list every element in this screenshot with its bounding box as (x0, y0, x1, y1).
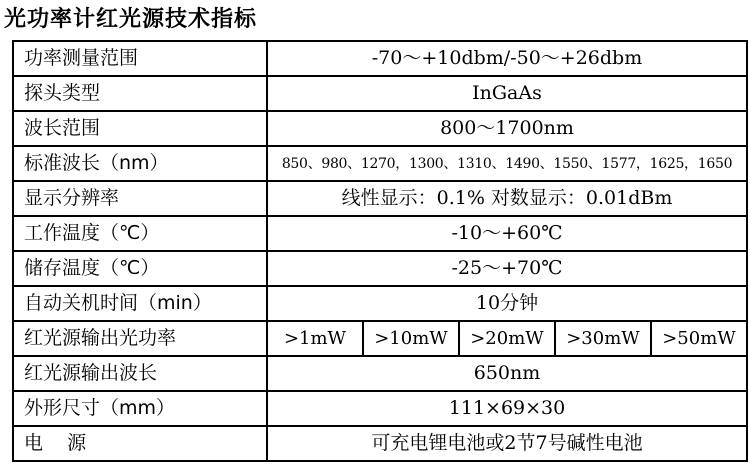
power-value: >30mW (554, 322, 650, 355)
table-row (13, 251, 747, 286)
row-value: -25～+70℃ (267, 251, 747, 286)
table-row (13, 111, 747, 146)
row-value: 可充电锂电池或2节7号碱性电池 (267, 426, 747, 461)
power-value: >50mW (650, 322, 746, 355)
row-label: 显示分辨率 (13, 181, 267, 216)
power-value: >10mW (362, 322, 458, 355)
row-label: 工作温度（℃） (13, 216, 267, 251)
row-label: 标准波长（nm） (13, 146, 267, 181)
row-value: 线性显示：0.1% 对数显示：0.01dBm (267, 181, 747, 216)
table-row (13, 356, 747, 391)
row-label: 红光源输出波长 (13, 356, 267, 391)
row-value: 850、980、1270，1300、1310、1490、1550、1577，1625，1650 (267, 146, 747, 181)
row-value: InGaAs (267, 76, 747, 111)
row-value: 111×69×30 (267, 391, 747, 426)
row-label: 波长范围 (13, 111, 267, 146)
table-row (13, 146, 747, 181)
table-row (13, 181, 747, 216)
table-row (13, 426, 747, 461)
page-title: 光功率计红光源技术指标 (4, 7, 258, 32)
row-label: 储存温度（℃） (13, 251, 267, 286)
power-value: >20mW (458, 322, 554, 355)
power-values (267, 321, 747, 356)
row-value: -10～+60℃ (267, 216, 747, 251)
table-row (13, 216, 747, 251)
table-row (13, 41, 747, 76)
row-value: -70～+10dbm/-50～+26dbm (267, 41, 747, 76)
table-row (13, 321, 747, 356)
table-row (13, 286, 747, 321)
power-value: >1mW (283, 327, 347, 349)
row-label: 功率测量范围 (13, 41, 267, 76)
row-label: 探头类型 (13, 76, 267, 111)
row-value: 800～1700nm (267, 111, 747, 146)
spec-table (12, 40, 748, 462)
row-value: 650nm (267, 356, 747, 391)
row-label: 自动关机时间（min） (13, 286, 267, 321)
table-row (13, 76, 747, 111)
row-label: 电 源 (13, 426, 267, 461)
row-label: 红光源输出光功率 (13, 321, 267, 356)
table-row (13, 391, 747, 426)
row-value: 10分钟 (267, 286, 747, 321)
row-label: 外形尺寸（mm） (13, 391, 267, 426)
